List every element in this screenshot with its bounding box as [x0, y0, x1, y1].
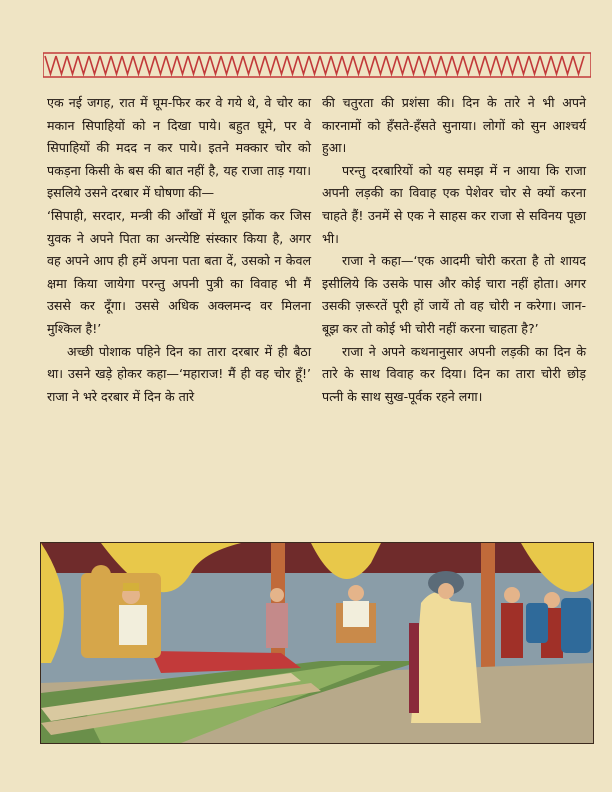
royal-court-illustration [40, 542, 594, 744]
left-text-column [47, 92, 311, 408]
paragraph: राजा ने कहा—‘एक आदमी चोरी करता है तो शायद इसीलिये कि उसके पास और कोई चारा नहीं होता। अगर उसकी ज़रूरतें पूरी हों जायें तो वह चोरी न करेगा। जान-बूझ कर तो कोई भी चोरी नहीं करना चाहता है?’ [322, 253, 586, 336]
paragraph: अच्छी पोशाक पहिने दिन का तारा दरबार में ही बैठा था। उसने खड़े होकर कहा—‘महाराज! मैं ही वह चोर हूँ!’ राजा ने भरे दरबार में दिन के तारे [47, 343, 311, 404]
paragraph: परन्तु दरबारियों को यह समझ में न आया कि राजा अपनी लड़की का विवाह एक पेशेवर चोर से क्यों करना चाहते हैं! उनमें से एक ने साहस कर राजा से सविनय पूछा भी। [322, 162, 586, 246]
paragraph: की चतुरता की प्रशंसा की। दिन के तारे ने भी अपने कारनामों को हँसते-हँसते सुनाया। लोगों को सुन आश्चर्य हुआ। [322, 95, 586, 156]
decorative-border [43, 52, 591, 78]
paragraph: राजा ने अपने कथनानुसार अपनी लड़की का दिन के तारे के साथ विवाह कर दिया। दिन का तारा चोरी छोड़ पत्नी के साथ सुख-पूर्वक रहने लगा। [322, 343, 586, 404]
paragraph: ‘सिपाही, सरदार, मन्त्री की आँखों में धूल झोंक कर जिस युवक ने अपने पिता का अन्त्येष्टि संस्कार किया है, अगर वह अपने आप ही हमें अपना पता बता दें, उसको न केवल क्षमा किया जायेगा परन्तु अपनी पुत्री का विवाह भी मैं उससे कर दूँगा। उससे अधिक अक्लमन्द वर मिलना मुश्किल है!’ [47, 207, 311, 336]
court-scene-drawing [41, 543, 593, 743]
right-text-column [322, 92, 586, 408]
paragraph: एक नई जगह, रात में घूम-फिर कर वे गये थे, वे चोर का मकान सिपाहियों को न दिखा पाये। बहुत घूमे, पर वे सिपाहियों की मदद न कर पाये। इतने मक्कार चोर को पकड़ना किसी के बस की बात नहीं है, यह राजा ताड़ गया। इसलिये उसने दरबार में घोषणा की— [47, 95, 311, 201]
